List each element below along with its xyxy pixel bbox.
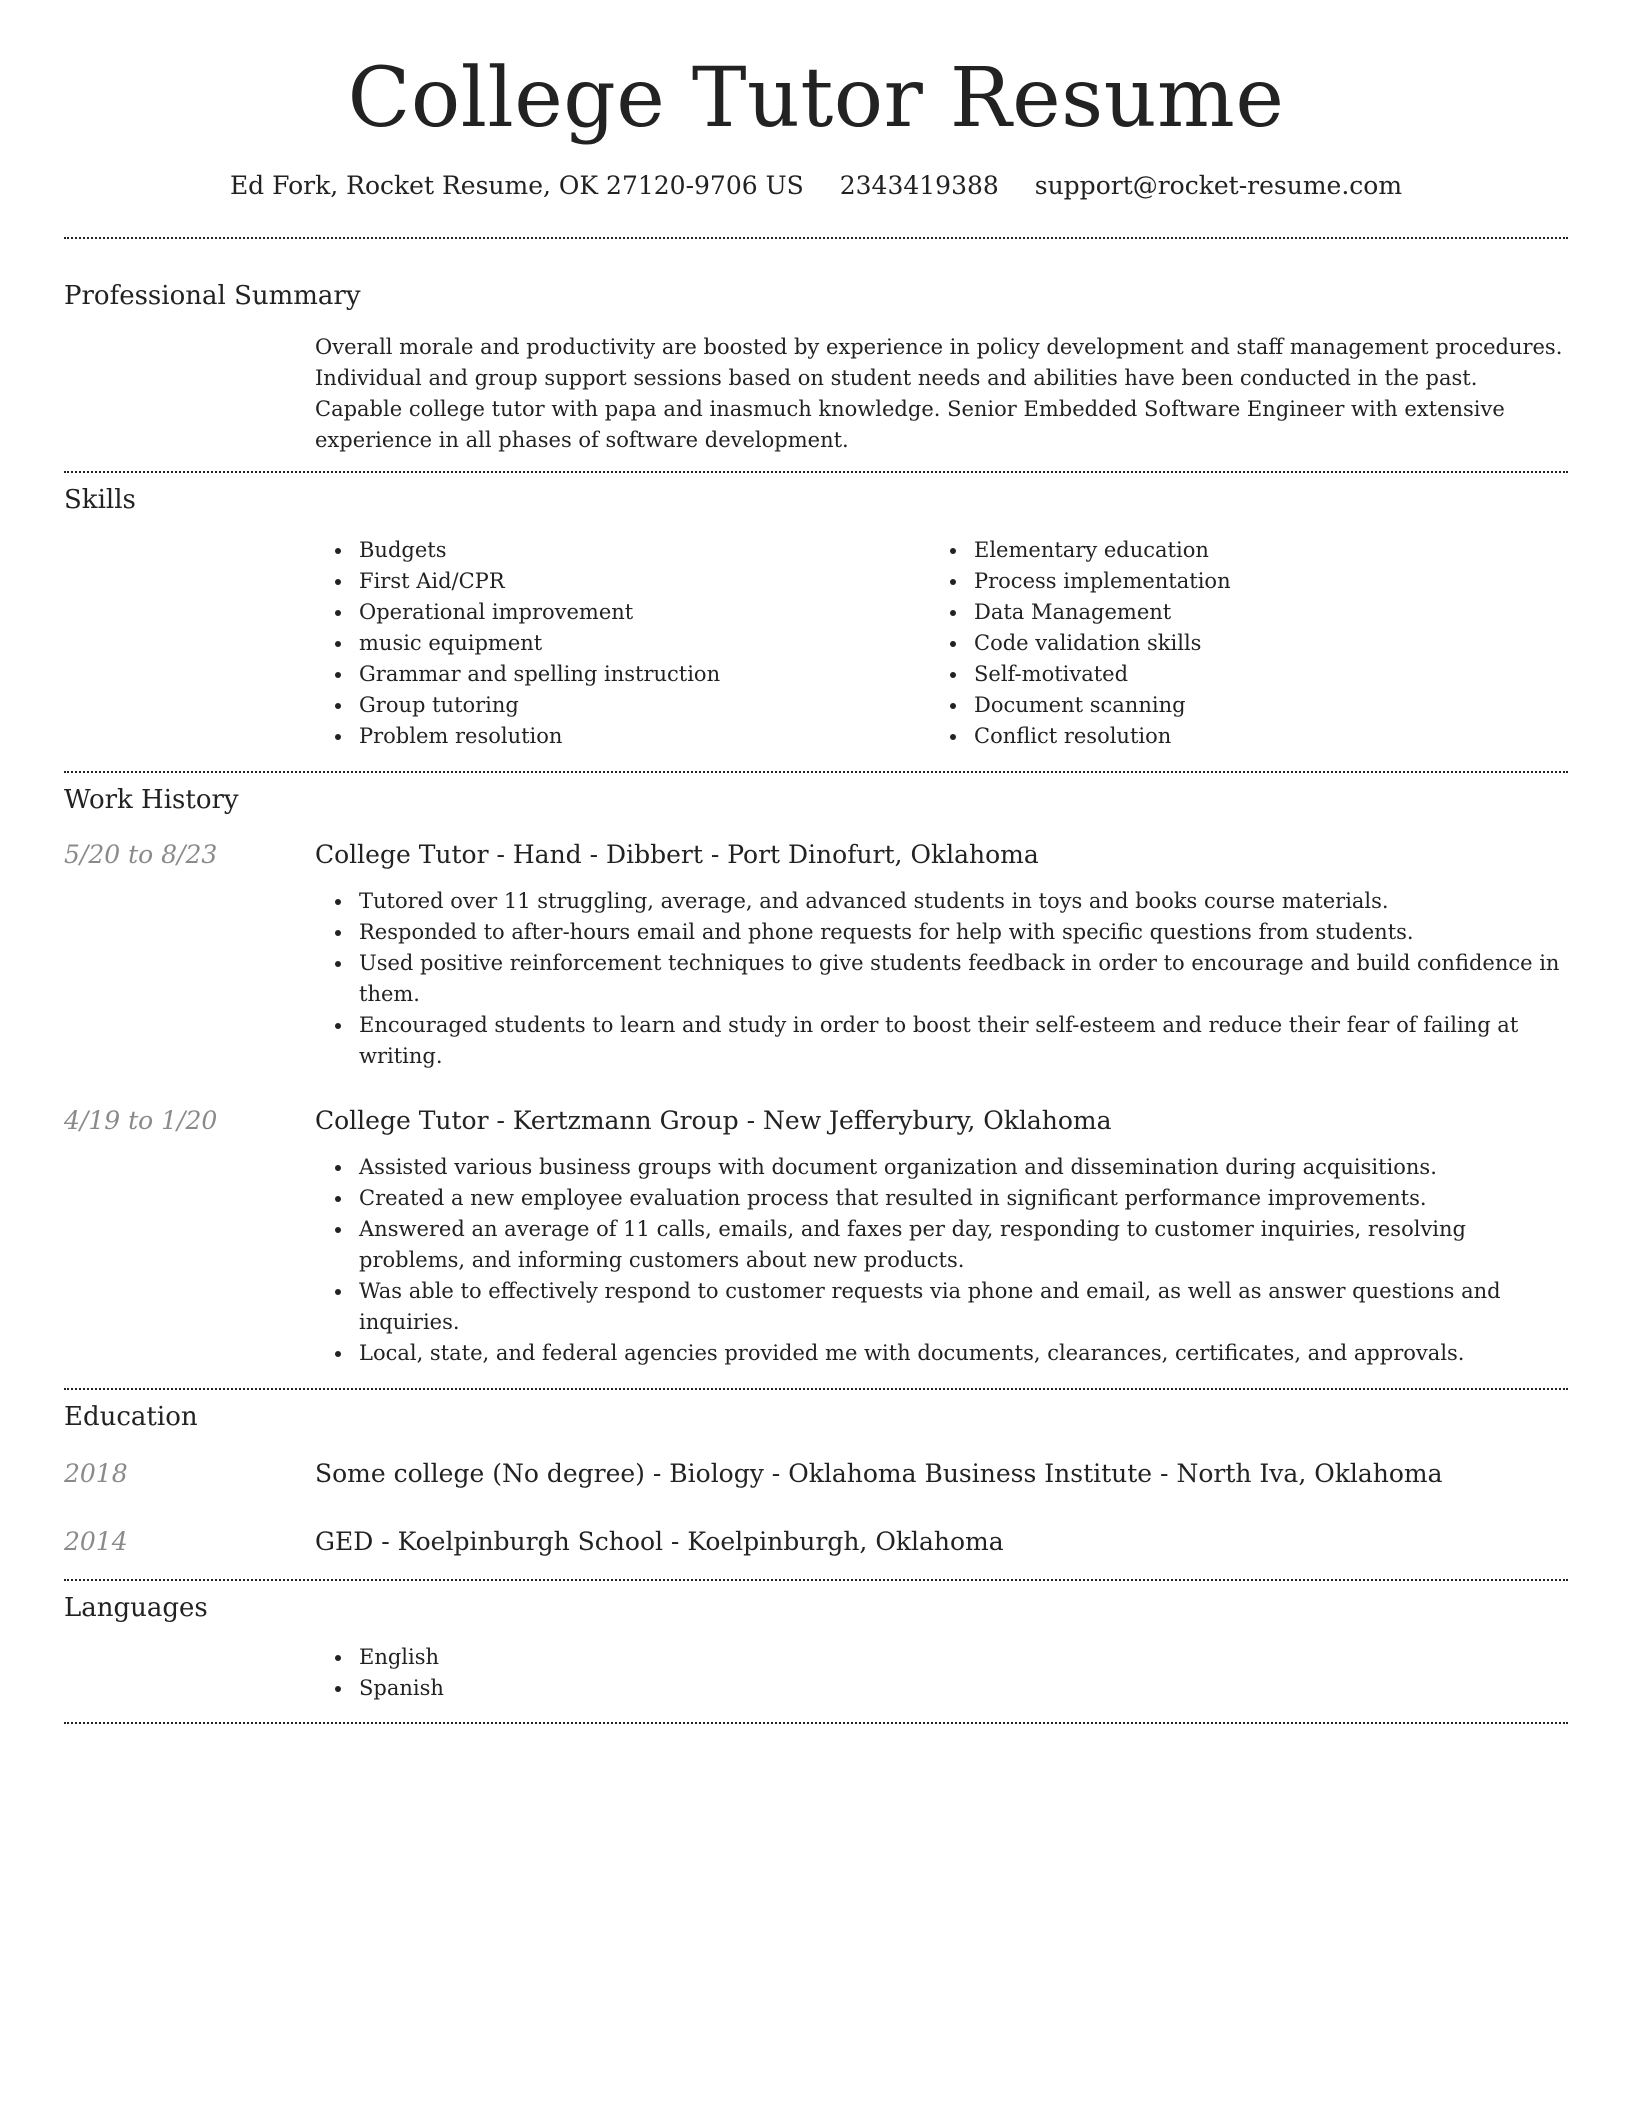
section-title-languages: Languages	[64, 1593, 208, 1624]
job-bullet: Responded to after-hours email and phone requests for help with specific questions from students.	[315, 917, 1568, 948]
section-title-summary: Professional Summary	[64, 280, 361, 311]
divider	[64, 237, 1568, 239]
section-title-skills: Skills	[64, 484, 136, 515]
skill-item: Code validation skills	[930, 628, 1545, 659]
job-bullet: Answered an average of 11 calls, emails, and faxes per day, responding to customer inquiries, resolving problems, and informing customers about new products.	[315, 1214, 1568, 1276]
skill-item: Elementary education	[930, 535, 1545, 566]
skill-item: Problem resolution	[315, 721, 930, 752]
skill-item: Operational improvement	[315, 597, 930, 628]
job-bullet: Local, state, and federal agencies provided me with documents, clearances, certificates, and approvals.	[315, 1338, 1568, 1369]
skill-item: Self-motivated	[930, 659, 1545, 690]
job-bullet: Used positive reinforcement techniques to give students feedback in order to encourage and build confidence in them.	[315, 948, 1568, 1010]
job-bullet: Was able to effectively respond to customer requests via phone and email, as well as answer questions and inquiries.	[315, 1276, 1568, 1338]
skill-item: Document scanning	[930, 690, 1545, 721]
education-entry	[64, 1459, 1568, 1489]
languages-list	[315, 1642, 1568, 1704]
skill-item: music equipment	[315, 628, 930, 659]
skills-list	[315, 535, 1568, 752]
education-heading: GED - Koelpinburgh School - Koelpinburgh, Oklahoma	[315, 1527, 1004, 1557]
section-title-education: Education	[64, 1402, 198, 1433]
job-bullets	[315, 1152, 1568, 1369]
resume-title: College Tutor Resume	[347, 51, 1285, 146]
language-item: Spanish	[315, 1673, 1568, 1704]
education-date: 2014	[64, 1527, 128, 1557]
job-bullet: Tutored over 11 struggling, average, and advanced students in toys and books course materials.	[315, 886, 1568, 917]
job-date: 5/20 to 8/23	[64, 840, 218, 870]
job-bullets	[315, 886, 1568, 1072]
divider	[64, 471, 1568, 473]
job-heading: College Tutor - Kertzmann Group - New Jefferybury, Oklahoma	[315, 1106, 1112, 1136]
skill-item: Data Management	[930, 597, 1545, 628]
language-item: English	[315, 1642, 1568, 1673]
job-bullet: Assisted various business groups with document organization and dissemination during acquisitions.	[315, 1152, 1568, 1183]
skills-column-right	[930, 535, 1545, 752]
skill-item: Grammar and spelling instruction	[315, 659, 930, 690]
divider	[64, 771, 1568, 773]
skill-item: Conflict resolution	[930, 721, 1545, 752]
education-heading: Some college (No degree) - Biology - Oklahoma Business Institute - North Iva, Oklahoma	[315, 1459, 1443, 1489]
job-entry	[64, 1106, 1568, 1136]
summary-text: Overall morale and productivity are boosted by experience in policy development and staff management procedures. Individual and group support sessions based on student needs and abilities have been conducted in the past. Capable college tutor with papa and inasmuch knowledge. Senior Embedded Software Engineer with extensive experience in all phases of software development.	[315, 334, 1563, 452]
job-date: 4/19 to 1/20	[64, 1106, 218, 1136]
skill-item: Process implementation	[930, 566, 1545, 597]
education-date: 2018	[64, 1459, 128, 1489]
skills-column-left	[315, 535, 930, 752]
job-entry	[64, 840, 1568, 870]
education-entry	[64, 1527, 1568, 1557]
section-title-work: Work History	[64, 784, 239, 815]
contact-phone: 2343419388	[839, 171, 999, 200]
divider	[64, 1579, 1568, 1581]
resume-page	[64, 0, 1568, 1724]
job-bullet: Encouraged students to learn and study in order to boost their self-esteem and reduce their fear of failing at writing.	[315, 1010, 1568, 1072]
divider	[64, 1722, 1568, 1724]
divider	[64, 1388, 1568, 1390]
skill-item: First Aid/CPR	[315, 566, 930, 597]
contact-email: support@rocket-resume.com	[1034, 171, 1403, 200]
contact-line	[64, 170, 1568, 203]
contact-address: Ed Fork, Rocket Resume, OK 27120-9706 US	[229, 171, 804, 200]
skill-item: Group tutoring	[315, 690, 930, 721]
job-heading: College Tutor - Hand - Dibbert - Port Dinofurt, Oklahoma	[315, 840, 1039, 870]
job-bullet: Created a new employee evaluation process that resulted in significant performance improvements.	[315, 1183, 1568, 1214]
skill-item: Budgets	[315, 535, 930, 566]
